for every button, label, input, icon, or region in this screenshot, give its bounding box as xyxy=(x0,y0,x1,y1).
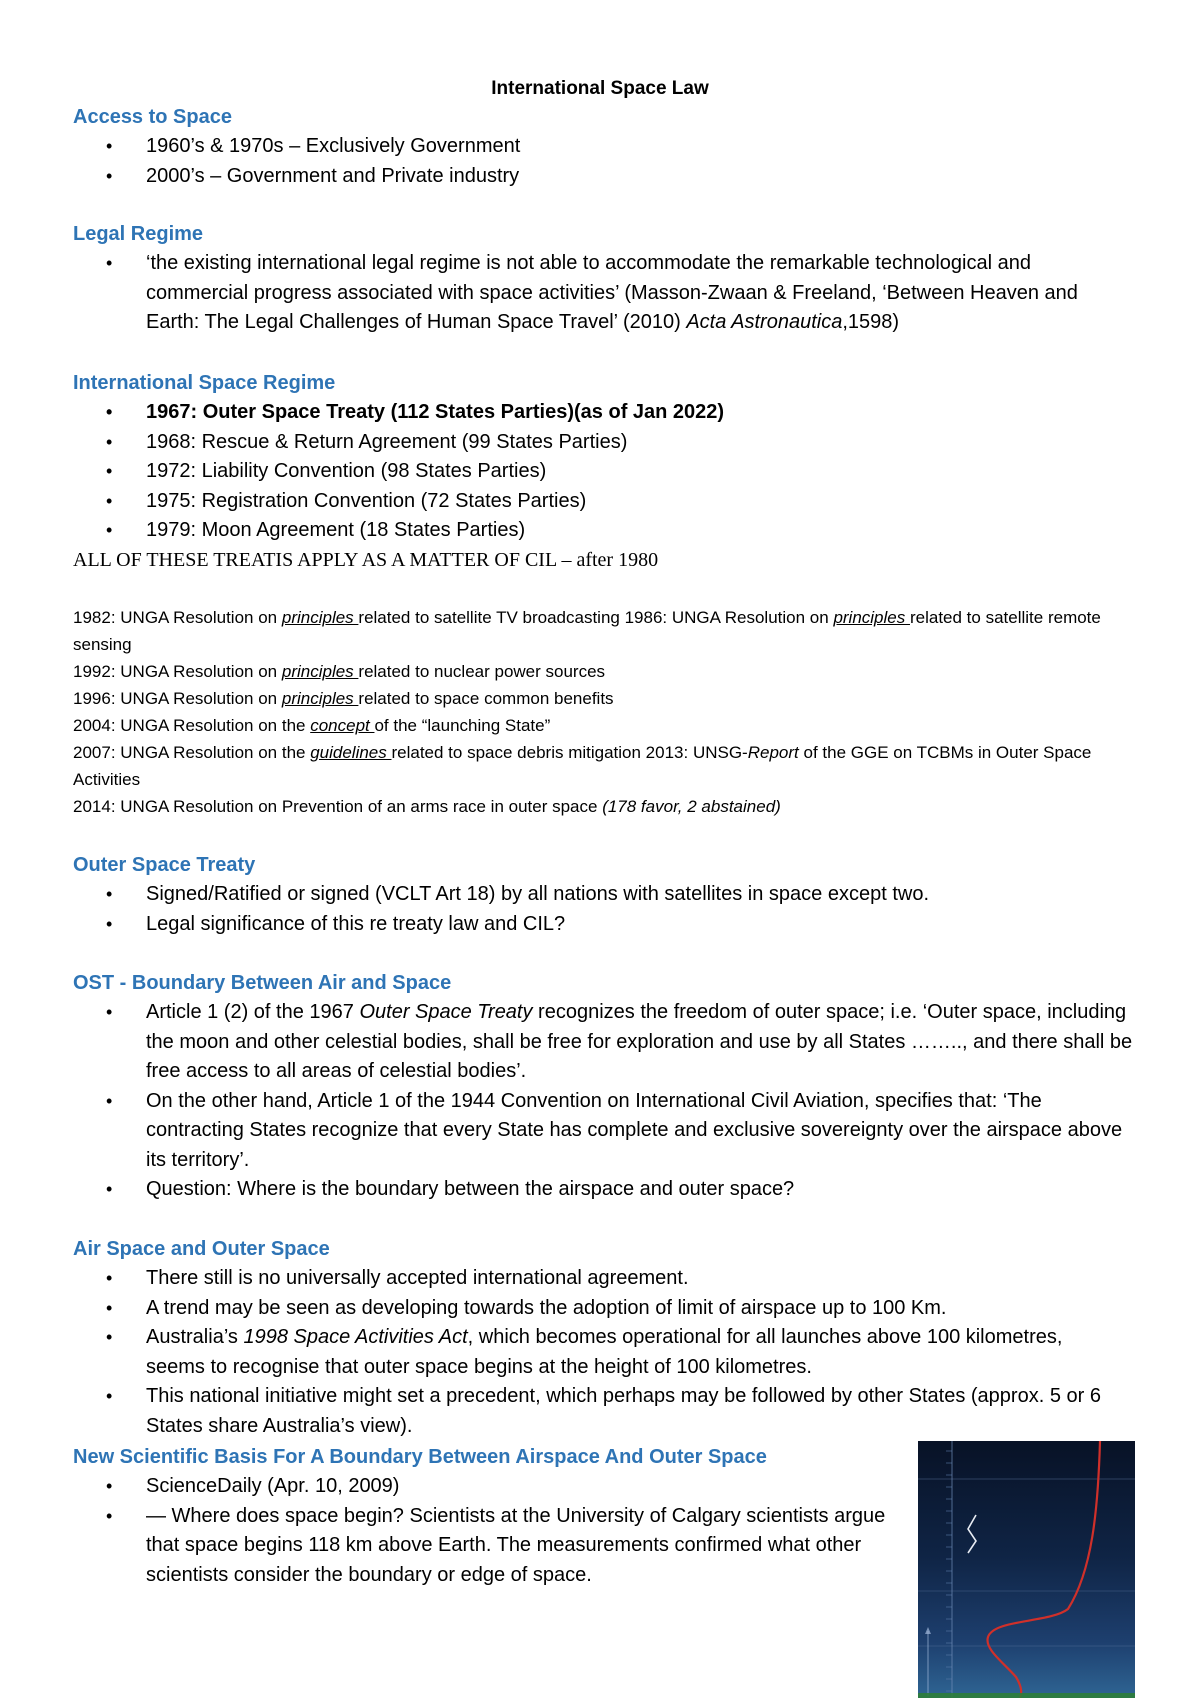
list-item: • There still is no universally accepted international agreement. xyxy=(104,1264,1114,1294)
list-item xyxy=(104,249,1134,338)
list-item: • 1968: Rescue & Return Agreement (99 States Parties) xyxy=(104,428,1104,458)
atmosphere-layers-image xyxy=(918,1441,1135,1698)
list-air-space xyxy=(104,1264,1114,1441)
resolution-2004: 2004: UNGA Resolution on the concept of the “launching State” xyxy=(73,716,551,735)
atmosphere-diagram-svg xyxy=(918,1441,1135,1698)
list-item: • 2000’s – Government and Private industry xyxy=(104,162,1104,192)
ground-strip xyxy=(918,1693,1135,1698)
resolution-1982-1986: 1982: UNGA Resolution on principles related to satellite TV broadcasting 1986: UNGA Resolution on principles related to satellite remote sensing xyxy=(73,608,1101,654)
heading-scientific-basis: New Scientific Basis For A Boundary Between Airspace And Outer Space xyxy=(73,1446,767,1468)
resolution-2007-2013: 2007: UNGA Resolution on the guidelines related to space debris mitigation 2013: UNSG-Report of the GGE on TCBMs in Outer Space Activities xyxy=(73,743,1092,789)
list-item: • On the other hand, Article 1 of the 1944 Convention on International Civil Aviation, specifies that: ‘The contracting States recognize that every State has complete and exclusive sovereignty over the airspace above its territory’. xyxy=(104,1087,1134,1176)
list-item: • Australia’s 1998 Space Activities Act, which becomes operational for all launches above 100 kilometres, seems to recognise that outer space begins at the height of 100 kilometres. xyxy=(104,1323,1114,1382)
temperature-curve xyxy=(987,1441,1100,1698)
karman-line-marker xyxy=(968,1515,976,1553)
heading-access-to-space: Access to Space xyxy=(73,106,232,128)
list-item: • Question: Where is the boundary between the airspace and outer space? xyxy=(104,1175,1134,1205)
list-item: • Signed/Ratified or signed (VCLT Art 18) by all nations with satellites in space except two. xyxy=(104,880,1134,910)
resolution-1992: 1992: UNGA Resolution on principles related to nuclear power sources xyxy=(73,662,606,681)
list-legal-regime xyxy=(104,249,1134,338)
list-outer-space-treaty xyxy=(104,880,1134,939)
list-item: • 1960’s & 1970s – Exclusively Government xyxy=(104,132,1104,162)
resolutions-block xyxy=(73,604,1133,820)
resolution-2014: 2014: UNGA Resolution on Prevention of an arms race in outer space (178 favor, 2 abstained) xyxy=(73,797,781,816)
heading-outer-space-treaty: Outer Space Treaty xyxy=(73,854,256,876)
list-scientific-basis xyxy=(104,1472,904,1590)
heading-legal-regime: Legal Regime xyxy=(73,223,204,245)
list-item: • 1975: Registration Convention (72 States Parties) xyxy=(104,487,1104,517)
list-item: • A trend may be seen as developing towards the adoption of limit of airspace up to 100 Km. xyxy=(104,1294,1114,1324)
list-item: • Article 1 (2) of the 1967 Outer Space Treaty recognizes the freedom of outer space; i.e. ‘Outer space, including the moon and other celestial bodies, shall be free for exploration and use by all States …….., and there shall be free access to all areas of celestial bodies’. xyxy=(104,998,1134,1087)
list-item: • This national initiative might set a precedent, which perhaps may be followed by other States (approx. 5 or 6 States share Australia’s view). xyxy=(104,1382,1114,1441)
resolution-1996: 1996: UNGA Resolution on principles related to space common benefits xyxy=(73,689,614,708)
heading-international-space-regime: International Space Regime xyxy=(73,372,336,394)
list-treaties xyxy=(104,398,1104,546)
quote-text: ‘the existing international legal regime is not able to accommodate the remarkable technological and commercial progress associated with space activities’ (Masson-Zwaan & Freeland, ‘Between Heaven and Earth: The Legal Challenges of Human Space Travel’ (2010) xyxy=(146,252,1078,333)
altitude-ticks xyxy=(946,1451,952,1691)
list-item: • ScienceDaily (Apr. 10, 2009) xyxy=(104,1472,904,1502)
list-item: • Legal significance of this re treaty law and CIL? xyxy=(104,910,1134,940)
heading-air-space-outer-space: Air Space and Outer Space xyxy=(73,1238,330,1260)
arrow-up-icon xyxy=(925,1627,931,1634)
list-ost-boundary xyxy=(104,998,1134,1205)
list-item: • — Where does space begin? Scientists at the University of Calgary scientists argue that space begins 118 km above Earth. The measurements confirmed what other scientists consider the boundary or edge of space. xyxy=(104,1502,904,1591)
journal-name: Acta Astronautica xyxy=(686,311,843,333)
list-item: • 1967: Outer Space Treaty (112 States Parties)(as of Jan 2022) xyxy=(104,398,1104,428)
list-item: • 1972: Liability Convention (98 States Parties) xyxy=(104,457,1104,487)
list-access-to-space xyxy=(104,132,1104,191)
document-title: International Space Law xyxy=(491,78,709,99)
treaties-note: ALL OF THESE TREATIS APPLY AS A MATTER OF CIL – after 1980 xyxy=(73,549,659,571)
page-ref: ,1598) xyxy=(842,311,900,333)
heading-ost-boundary: OST - Boundary Between Air and Space xyxy=(73,972,452,994)
list-item: • 1979: Moon Agreement (18 States Parties) xyxy=(104,516,1104,546)
